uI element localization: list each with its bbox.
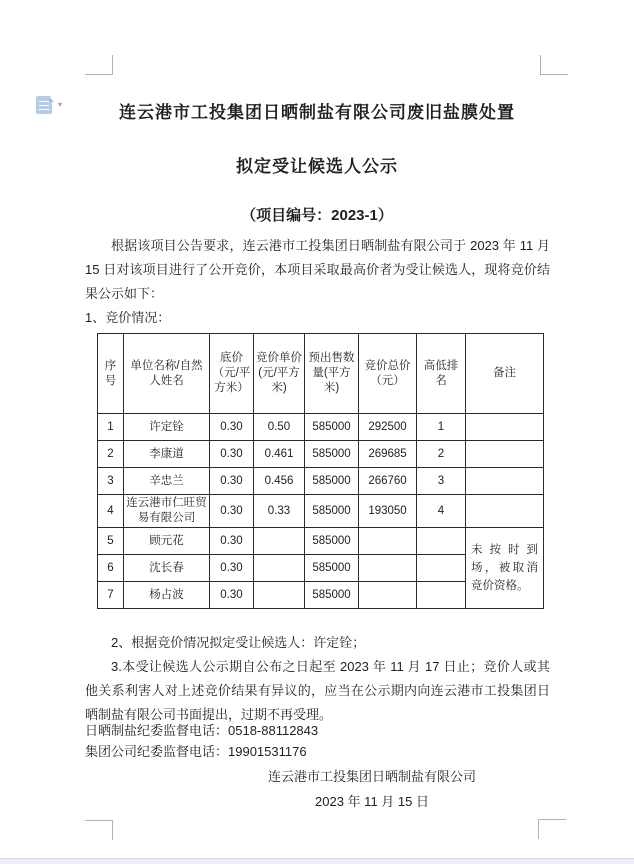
chevron-down-icon[interactable]: ▾: [58, 100, 63, 109]
table-cell: [466, 495, 544, 528]
table-cell: 292500: [359, 414, 417, 441]
table-cell: [417, 582, 466, 609]
section1-label: 1、竞价情况：: [85, 310, 171, 325]
table-cell: 0.30: [210, 441, 254, 468]
col-header-seq: 序号: [98, 334, 124, 414]
table-cell: 杨占波: [124, 582, 210, 609]
table-cell: 0.30: [210, 495, 254, 528]
col-header-remark: 备注: [466, 334, 544, 414]
bid-results-table: [97, 333, 544, 609]
table-cell: 585000: [305, 582, 359, 609]
table-cell: [359, 555, 417, 582]
table-cell: 4: [98, 495, 124, 528]
table-row: [98, 441, 544, 468]
table-cell: [417, 555, 466, 582]
text-boundary-mark-bottom-right: [538, 819, 566, 839]
table-cell: [417, 528, 466, 555]
table-cell: 0.30: [210, 528, 254, 555]
col-header-quantity: 预出售数量(平方米): [305, 334, 359, 414]
merged-remark-cell: 未按时到场，被取消竞价资格。: [466, 528, 544, 609]
document-title-line2: 拟定受让候选人公示: [236, 157, 398, 176]
text-boundary-mark-bottom-left: [85, 820, 113, 840]
table-row: [98, 528, 544, 555]
table-cell: 2: [417, 441, 466, 468]
table-cell: 585000: [305, 441, 359, 468]
table-cell: [254, 555, 305, 582]
table-cell: 585000: [305, 528, 359, 555]
table-cell: 7: [98, 582, 124, 609]
table-cell: 2: [98, 441, 124, 468]
col-header-total-price: 竞价总价（元）: [359, 334, 417, 414]
table-cell: 3: [98, 468, 124, 495]
table-cell: 许定铨: [124, 414, 210, 441]
signature-date: 2023 年 11 月 15 日: [315, 794, 429, 809]
table-cell: 0.30: [210, 414, 254, 441]
table-cell: 0.461: [254, 441, 305, 468]
signature-company: 连云港市工投集团日晒制盐有限公司: [267, 769, 476, 784]
table-cell: [466, 468, 544, 495]
table-cell: 4: [417, 495, 466, 528]
text-boundary-mark-top-right: [540, 55, 568, 75]
table-cell: 585000: [305, 414, 359, 441]
table-cell: 0.456: [254, 468, 305, 495]
table-cell: 585000: [305, 495, 359, 528]
col-header-bid-unit-price: 竞价单价(元/平方米): [254, 334, 305, 414]
table-cell: [254, 582, 305, 609]
table-cell: 李康道: [124, 441, 210, 468]
table-cell: 585000: [305, 468, 359, 495]
table-cell: 顾元花: [124, 528, 210, 555]
table-cell: 0.33: [254, 495, 305, 528]
table-row: [98, 495, 544, 528]
table-cell: 193050: [359, 495, 417, 528]
table-cell: [466, 441, 544, 468]
table-cell: 沈长春: [124, 555, 210, 582]
table-cell: [466, 414, 544, 441]
table-cell: 6: [98, 555, 124, 582]
supervision-phone-1: 日晒制盐纪委监督电话：0518-88112843: [85, 723, 319, 738]
table-cell: 585000: [305, 555, 359, 582]
table-cell: 0.30: [210, 555, 254, 582]
paragraph-2-candidate: 2、根据竞价情况拟定受让候选人：许定铨；: [111, 635, 366, 650]
table-header-row: [98, 334, 544, 414]
table-cell: [254, 528, 305, 555]
table-cell: 3: [417, 468, 466, 495]
text-boundary-mark-top-left: [85, 55, 113, 75]
table-cell: 辛忠兰: [124, 468, 210, 495]
table-cell: [359, 528, 417, 555]
table-cell: 1: [417, 414, 466, 441]
col-header-name: 单位名称/自然人姓名: [124, 334, 210, 414]
document-title-line1: 连云港市工投集团日晒制盐有限公司废旧盐膜处置: [119, 103, 515, 122]
table-cell: 5: [98, 528, 124, 555]
table-cell: [359, 582, 417, 609]
table-cell: 266760: [359, 468, 417, 495]
table-row: [98, 414, 544, 441]
table-cell: 1: [98, 414, 124, 441]
table-cell: 0.50: [254, 414, 305, 441]
table-cell: 0.30: [210, 582, 254, 609]
intro-paragraph: 根据该项目公告要求，连云港市工投集团日晒制盐有限公司于 2023 年 11 月 15 日对该项目进行了公开竞价，本项目采取最高价者为受让候选人，现将竞价结果公示如下：: [85, 238, 550, 301]
table-cell: 269685: [359, 441, 417, 468]
col-header-base-price: 底价（元/平方米）: [210, 334, 254, 414]
paragraph-3-publicity-period: 3.本受让候选人公示期自公布之日起至 2023 年 11 月 17 日止；竞价人或其他关系利害人对上述竞价结果有异议的，应当在公示期内向连云港市工投集团日晒制盐有限公司书面提出，过期不再受理。: [85, 659, 550, 722]
table-cell: 0.30: [210, 468, 254, 495]
table-row: [98, 468, 544, 495]
supervision-phone-2: 集团公司纪委监督电话：19901531176: [85, 744, 307, 759]
table-cell: 连云港市仁旺贸易有限公司: [124, 495, 210, 528]
viewport-bottom-edge: [0, 858, 634, 864]
project-number: （项目编号：2023-1）: [241, 207, 393, 224]
col-header-rank: 高低排名: [417, 334, 466, 414]
